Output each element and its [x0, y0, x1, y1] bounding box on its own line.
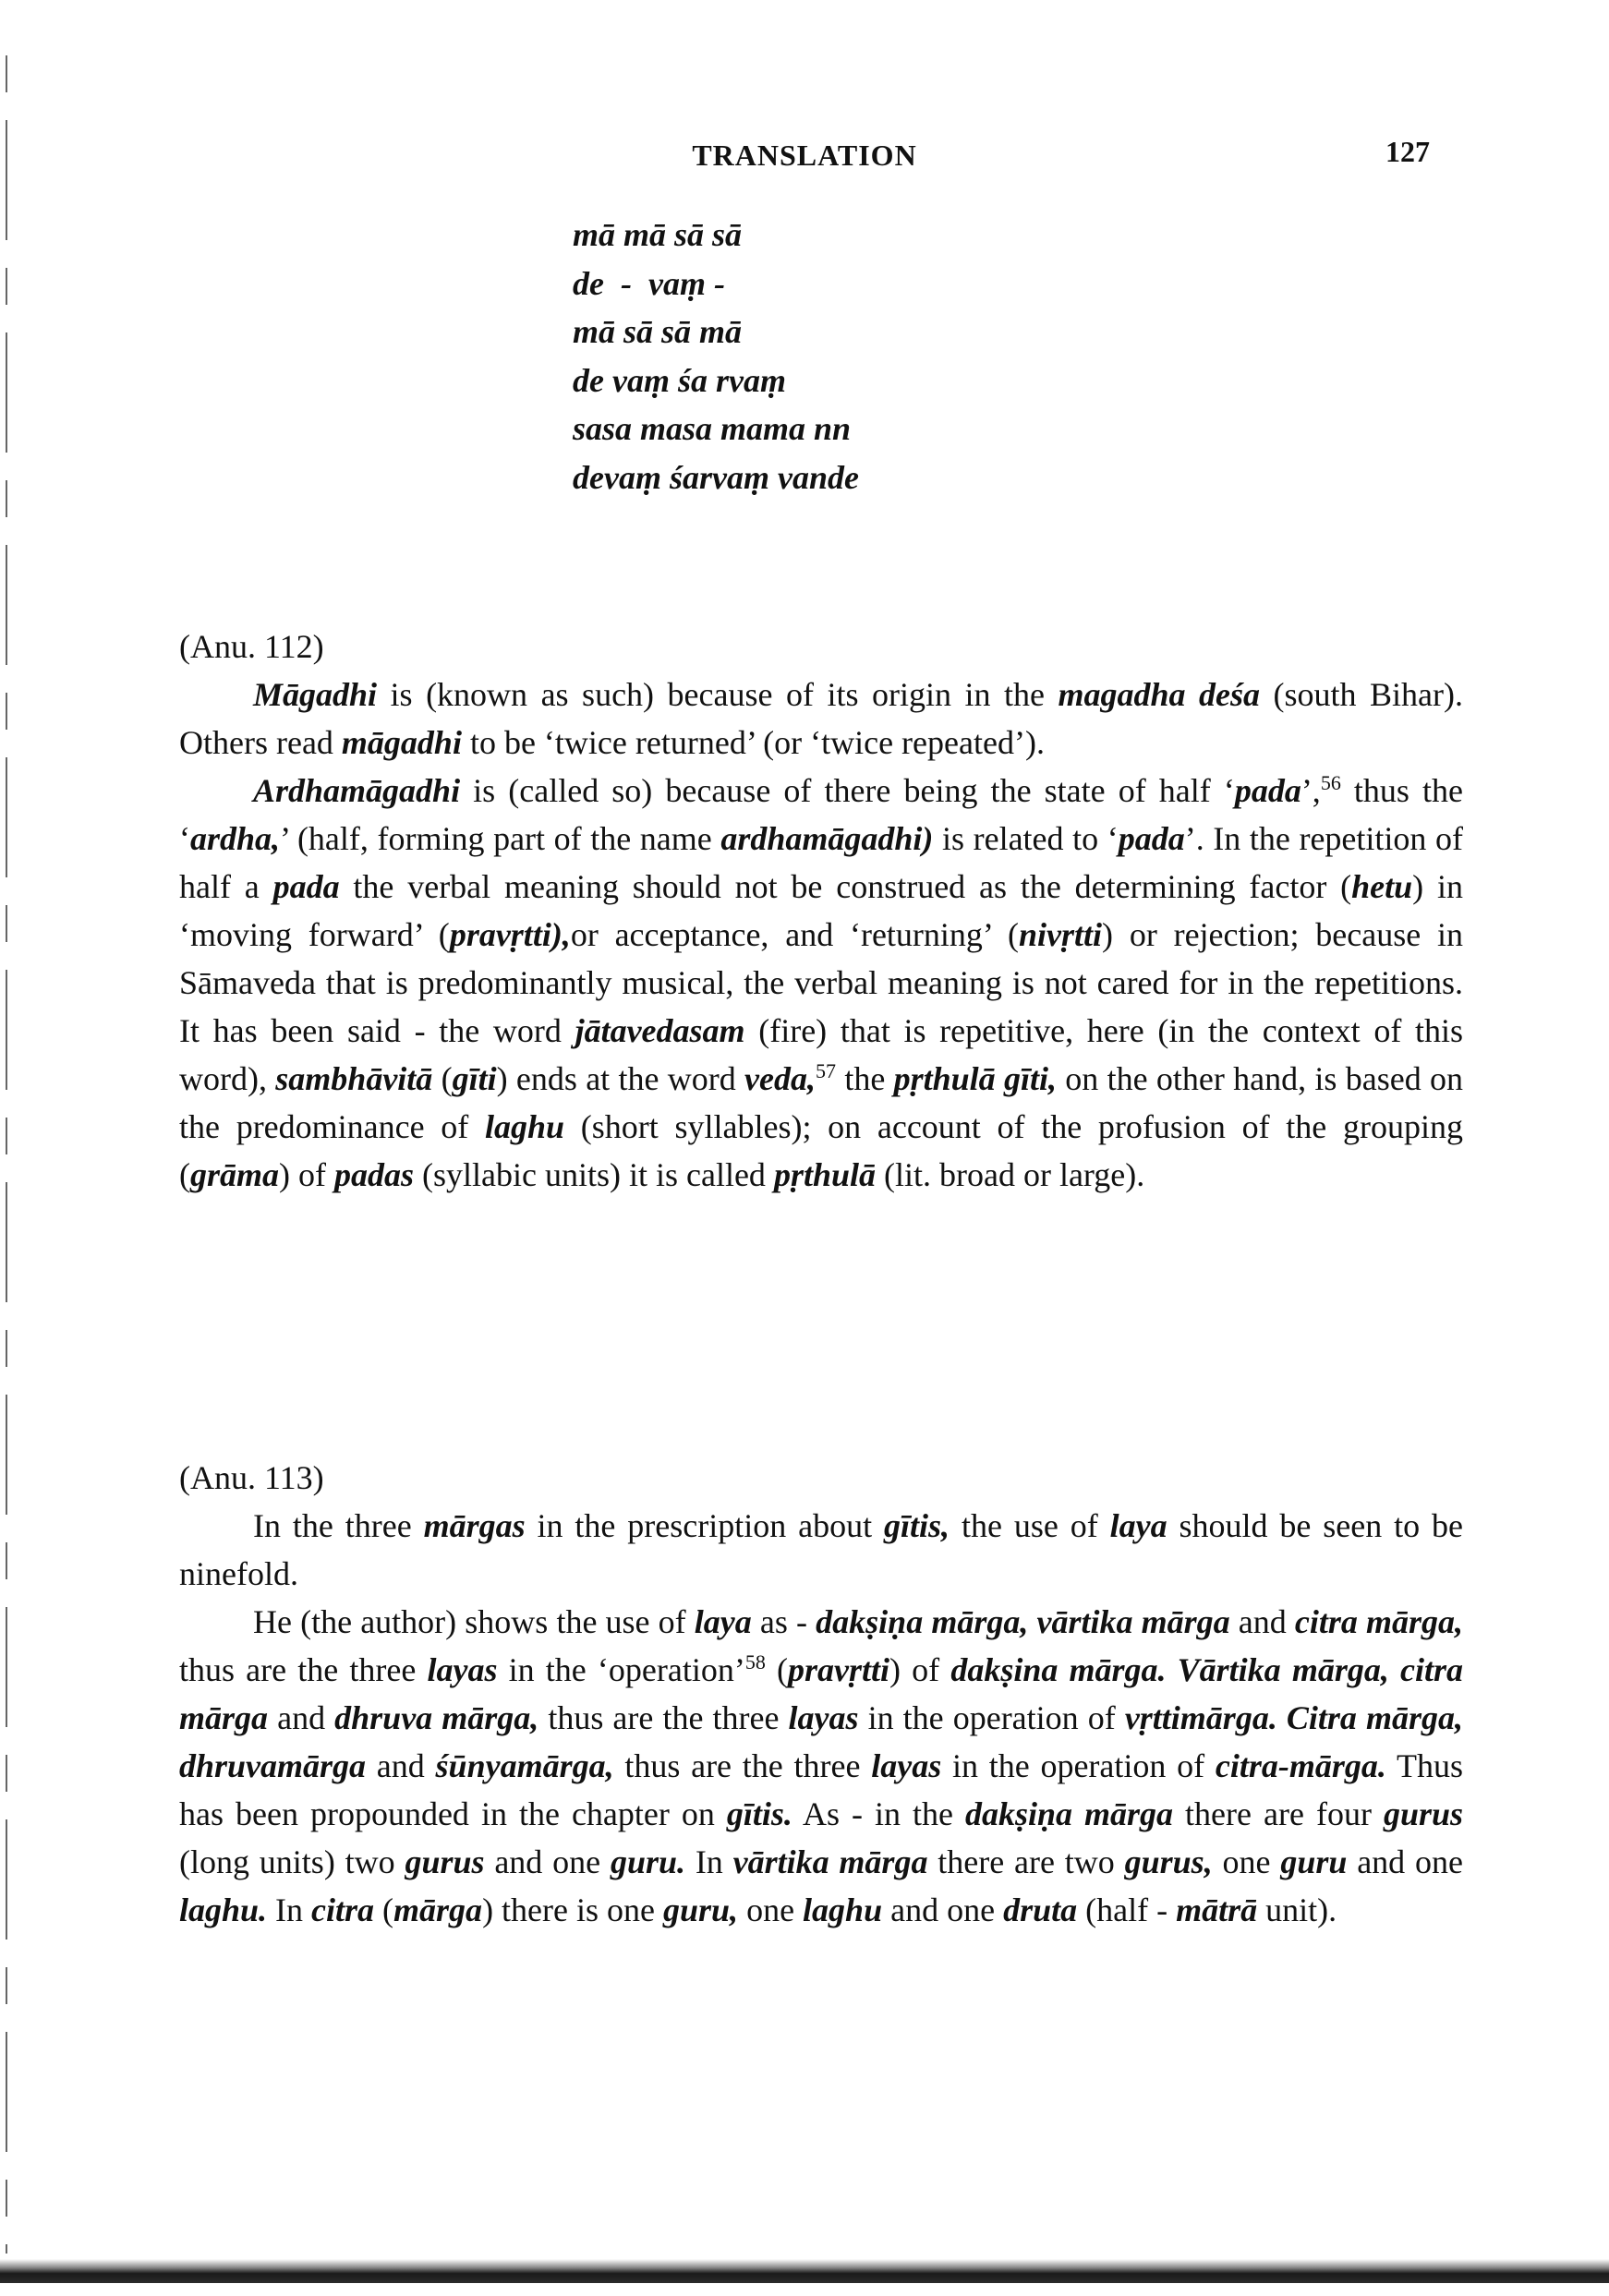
term: mātrā	[1176, 1891, 1258, 1928]
term: druta	[1003, 1891, 1078, 1928]
text: in the operation of	[858, 1699, 1125, 1736]
term: śūnyamārga,	[435, 1747, 614, 1784]
term: laya	[1109, 1507, 1167, 1544]
text: and one	[882, 1891, 1004, 1928]
term: guru.	[610, 1843, 685, 1880]
text: in the operation of	[941, 1747, 1216, 1784]
footnote-marker: 58	[744, 1650, 766, 1674]
verse-line: devaṃ śarvaṃ vande	[573, 458, 859, 496]
text: ) in ‘moving forward’ (	[179, 868, 1463, 953]
term: gītis,	[884, 1507, 950, 1544]
text: (half -	[1077, 1891, 1177, 1928]
term: layas	[427, 1651, 498, 1688]
text: ) of	[279, 1156, 334, 1193]
section-anu-112	[179, 622, 1463, 1199]
text: one	[1212, 1843, 1281, 1880]
term: pṛthulā gīti,	[893, 1060, 1057, 1097]
term: ardhamāgadhi)	[720, 820, 934, 857]
footnote-marker: 56	[1320, 771, 1341, 794]
term: vṛttimārga. Citra mārga, dhruvamārga	[179, 1699, 1464, 1784]
section-anu-113	[179, 1454, 1463, 1934]
section-label: (Anu. 113)	[179, 1459, 324, 1496]
term: gīti	[452, 1060, 497, 1097]
term: laya	[694, 1603, 752, 1640]
text: and	[268, 1699, 335, 1736]
text: (fire) that is repetitive, here (in the context of this word),	[179, 1012, 1463, 1097]
text: (long units) two	[179, 1843, 405, 1880]
term: gurus	[405, 1843, 485, 1880]
text: (short syllables); on account of the profusion of the grouping (	[179, 1108, 1463, 1193]
scan-edge-band	[0, 2259, 1609, 2283]
text: the use of	[950, 1507, 1110, 1544]
term: māgadhi	[341, 724, 462, 761]
verse-line: mā sā sā mā	[573, 313, 743, 350]
text: ) ends at the word	[496, 1060, 745, 1097]
text: ’ (half, forming part of the name	[280, 820, 721, 857]
term: nivṛtti	[1019, 916, 1103, 953]
text: thus are the three	[613, 1747, 872, 1784]
text: (lit. broad or large).	[876, 1156, 1145, 1193]
text: thus are the three	[179, 1651, 428, 1688]
text: As - in the	[792, 1795, 965, 1832]
term: guru	[1280, 1843, 1348, 1880]
text: on the other hand, is based on the predominance of	[179, 1060, 1464, 1145]
term: veda,	[744, 1060, 817, 1097]
term: dakṣina mārga. Vārtika mārga, citra mārga	[179, 1651, 1463, 1736]
text: is related to ‘	[933, 820, 1119, 857]
paragraph	[179, 1598, 1463, 1934]
text: (south Bihar). Others read	[179, 676, 1463, 761]
text: should be seen to be ninefold.	[179, 1507, 1463, 1592]
page-number: 127	[1385, 135, 1430, 168]
text: ’,	[1301, 772, 1321, 809]
text: the	[836, 1060, 894, 1097]
term: laghu.	[179, 1891, 268, 1928]
term: dakṣiṇa mārga, vārtika mārga	[816, 1603, 1230, 1640]
term: pravṛtti),	[449, 916, 571, 953]
text: in the ‘operation’	[497, 1651, 745, 1688]
paragraph	[179, 1502, 1463, 1598]
binding-shadow	[6, 55, 7, 2254]
term: gurus,	[1124, 1843, 1213, 1880]
text: one	[738, 1891, 804, 1928]
text: ) there is one	[482, 1891, 663, 1928]
text: thus are the three	[538, 1699, 789, 1736]
term: pada	[272, 868, 340, 905]
text: thus the ‘	[179, 772, 1463, 857]
text: (	[765, 1651, 789, 1688]
term: grāma	[190, 1156, 280, 1193]
term: mārga	[393, 1891, 483, 1928]
text: In	[267, 1891, 312, 1928]
term: pada	[1118, 820, 1185, 857]
text: He (the author) shows the use of	[253, 1603, 695, 1640]
text: there are two	[927, 1843, 1125, 1880]
term: layas	[788, 1699, 859, 1736]
term: pravṛtti	[788, 1651, 890, 1688]
running-header: TRANSLATION	[692, 139, 917, 172]
term: sambhāvitā	[275, 1060, 433, 1097]
term: Ardhamāgadhi	[253, 772, 461, 809]
term: gurus	[1383, 1795, 1464, 1832]
paragraph	[179, 767, 1463, 1199]
term: guru,	[663, 1891, 739, 1928]
verse-line: mā mā sā sā	[573, 216, 743, 253]
term: vārtika mārga	[732, 1843, 928, 1880]
text: is (known as such) because of its origin in the	[377, 676, 1059, 713]
text: (	[432, 1060, 453, 1097]
term: hetu	[1351, 868, 1413, 905]
term: dakṣiṇa mārga	[964, 1795, 1174, 1832]
text: there are four	[1173, 1795, 1384, 1832]
text: in the prescription about	[525, 1507, 885, 1544]
text: the verbal meaning should not be construed as the determining factor (	[339, 868, 1352, 905]
text: and	[1229, 1603, 1295, 1640]
text: In	[685, 1843, 733, 1880]
term: citra	[311, 1891, 375, 1928]
verse-block	[573, 211, 859, 501]
text: to be ‘twice returned’ (or ‘twice repeated’).	[461, 724, 1045, 761]
term: gītis.	[726, 1795, 792, 1832]
term: jātavedasam	[575, 1012, 745, 1049]
verse-line: de vaṃ śa rvaṃ	[573, 361, 786, 399]
text: ) of	[889, 1651, 951, 1688]
verse-line: de - vaṃ -	[573, 264, 725, 302]
text: and one	[484, 1843, 611, 1880]
text: or acceptance, and ‘returning’ (	[570, 916, 1020, 953]
section-label: (Anu. 112)	[179, 628, 324, 665]
term: dhruva mārga,	[334, 1699, 539, 1736]
term: magadha deśa	[1058, 676, 1261, 713]
term: laghu	[485, 1108, 565, 1145]
text: (syllabic units) it is called	[414, 1156, 774, 1193]
text: Thus has been propounded in the chapter on	[179, 1747, 1463, 1832]
text: unit).	[1257, 1891, 1337, 1928]
term: ardha,	[190, 820, 281, 857]
footnote-marker: 57	[816, 1059, 837, 1082]
term: pada	[1234, 772, 1301, 809]
text: and	[366, 1747, 436, 1784]
term: Māgadhi	[253, 676, 378, 713]
term: citra-mārga.	[1215, 1747, 1386, 1784]
verse-line: sasa masa mama nn	[573, 410, 852, 447]
text: ) or rejection; because in Sāmaveda that is predominantly musical, the verbal meaning is not cared for in the repetitions. It has been said - the word	[179, 916, 1463, 1049]
term: pṛthulā	[773, 1156, 876, 1193]
term: layas	[871, 1747, 942, 1784]
text: is (called so) because of there being the state of half ‘	[460, 772, 1235, 809]
text: as -	[751, 1603, 817, 1640]
text: and one	[1347, 1843, 1463, 1880]
text: ’. In the repetition of half a	[179, 820, 1463, 905]
term: citra mārga,	[1294, 1603, 1463, 1640]
text: (	[374, 1891, 394, 1928]
paragraph	[179, 671, 1463, 767]
term: padas	[334, 1156, 415, 1193]
term: laghu	[803, 1891, 883, 1928]
term: mārgas	[423, 1507, 526, 1544]
text: In the three	[253, 1507, 424, 1544]
